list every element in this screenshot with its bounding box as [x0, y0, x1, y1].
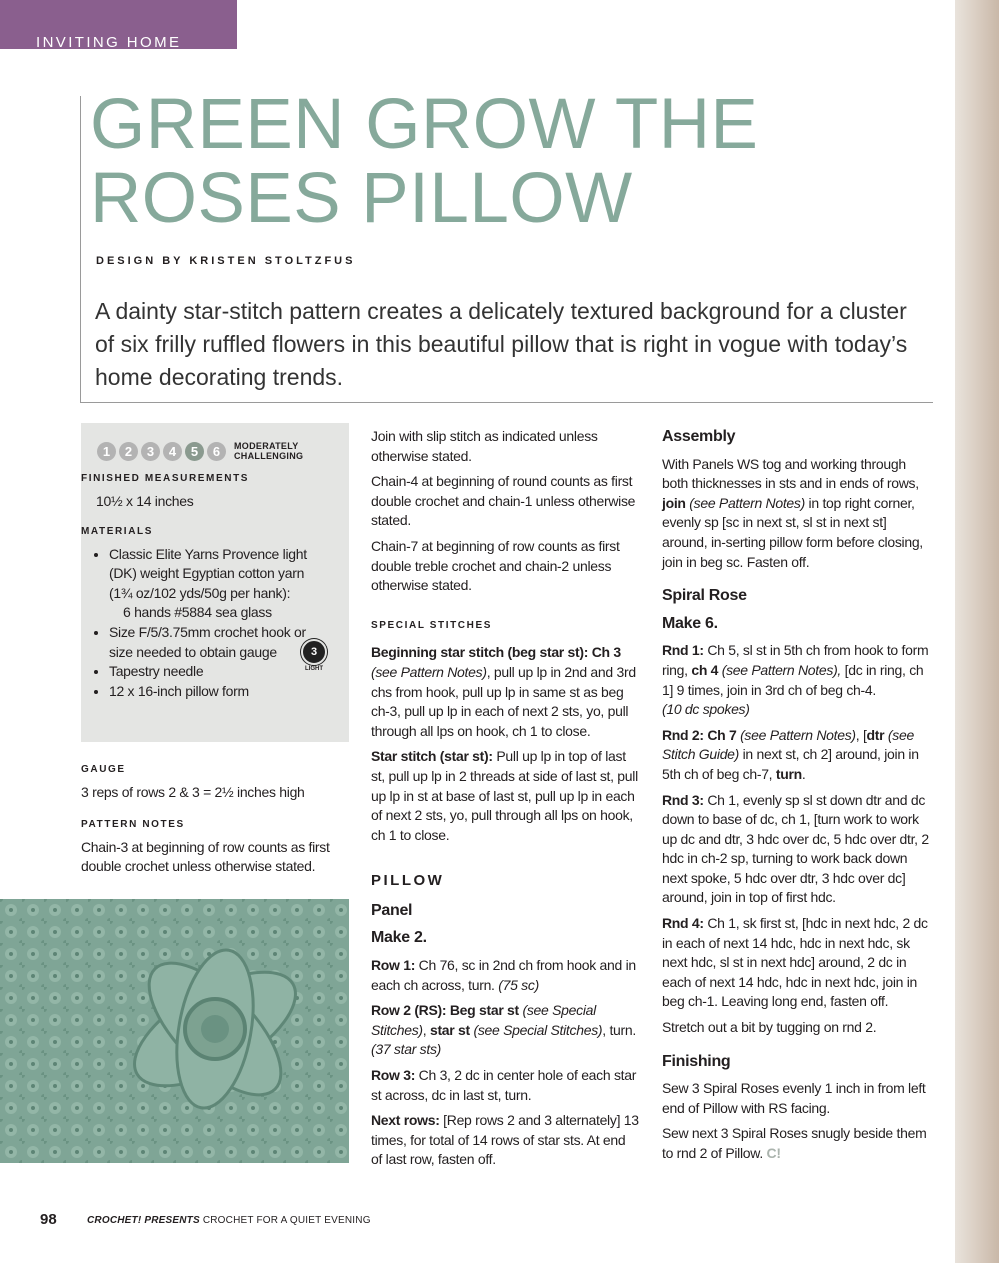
material-item: • 12 x 16-inch pillow form — [109, 682, 309, 702]
assembly-text: With Panels WS tog and working through both thicknesses in sts and in ends of rows, join (see Pattern Notes) in top right corner, evenly sp [sc in next st, sl st in next st] around, in-serting pillow form before closing, join in beg sc. Fasten off. — [662, 455, 923, 570]
footer: CROCHET! PRESENTS CROCHET FOR A QUIET EVENING — [87, 1215, 371, 1226]
yarn-ball-icon: 3 — [301, 639, 327, 665]
skill-circle: 4 — [163, 442, 182, 461]
material-item: • Tapestry needle — [109, 662, 309, 682]
row-1: Row 1: Ch 76, sc in 2nd ch from hook and in each ch across, turn. (75 sc) — [371, 957, 636, 993]
spiral-rose-head: Spiral Rose — [662, 587, 747, 605]
title-rule-vertical — [80, 96, 81, 402]
finished-value: 10½ x 14 inches — [96, 493, 194, 509]
skill-circle: 6 — [207, 442, 226, 461]
make-2: Make 2. — [371, 929, 427, 947]
note-paragraph: Chain-7 at beginning of row counts as first double treble crochet and chain-2 unless otherwise stated. — [371, 537, 620, 594]
finishing-text-1: Sew 3 Spiral Roses evenly 1 inch in from left end of Pillow with RS facing. — [662, 1080, 926, 1116]
section-label: INVITING HOME — [36, 34, 182, 51]
rnd-3: Rnd 3: Ch 1, evenly sp sl st down dtr and dc down to base of dc, ch 1, [turn work to work up dc and dtr, 3 hdc over dc, 5 hdc over dtr, 2 hdc in ch-2 sp, turning to work back down next spoke, 5 hdc over dtr, 3 hdc over dc] around, join in top of first hdc. — [662, 791, 929, 906]
page-number: 98 — [40, 1211, 57, 1228]
column-3 — [662, 427, 934, 1170]
notes-text: Chain-3 at beginning of row counts as first double crochet unless otherwise stated. — [81, 838, 330, 875]
skill-level — [97, 441, 349, 461]
cover-photo-edge — [955, 0, 999, 1263]
rnd-2: Rnd 2: Ch 7 (see Pattern Notes), [dtr (see Stitch Guide) in next st, ch 2] around, join in 5th ch of beg ch-7, turn. — [662, 726, 919, 782]
title-line-1: GREEN GROW THE — [90, 85, 759, 164]
column-1 — [81, 423, 349, 701]
row-3: Row 3: Ch 3, 2 dc in center hole of each star st across, dc in last st, turn. — [371, 1067, 637, 1103]
section-tab — [0, 0, 237, 49]
intro-text: A dainty star-stitch pattern creates a delicately textured background for a cluster of six frilly ruffled flowers in this beautiful pillow that is right in vogue with today’s home decorating trends. — [95, 298, 908, 390]
materials — [81, 512, 349, 702]
finishing-text-2: Sew next 3 Spiral Roses snugly beside them to rnd 2 of Pillow. C! — [662, 1125, 927, 1161]
notes-head: PATTERN NOTES — [81, 818, 185, 830]
column-2 — [371, 427, 639, 1176]
skill-circle-active: 5 — [185, 442, 204, 461]
materials-head: MATERIALS — [81, 525, 153, 537]
gauge-head: GAUGE — [81, 764, 126, 775]
skill-label: MODERATELY CHALLENGING — [234, 441, 304, 461]
skill-circle: 3 — [141, 442, 160, 461]
finishing-head: Finishing — [662, 1052, 731, 1070]
yarn-weight-label: LIGHT — [305, 665, 323, 672]
make-6: Make 6. — [662, 614, 718, 632]
materials-list — [81, 545, 309, 702]
rnd-4: Rnd 4: Ch 1, sk first st, [hdc in next hdc, 2 dc in each of next 14 hdc, hdc in next hdc, sk next hdc, sl st in next hdc] around, 2 dc in each of next 14 hdc, hdc in next hdc, join in beg ch-1. Leaving long end, fasten off. — [662, 915, 928, 1010]
beg-star-stitch: Beginning star stitch (beg star st): Ch 3 (see Pattern Notes), pull up lp in 2nd and 3rd chs from hook, pull up lp in same st as beg ch-3, pull up lp in each of next 2 sts, yo, pull through all lps on hook, ch 1 to close. — [371, 644, 636, 739]
material-item: • Size F/5/3.75mm crochet hook or size needed to obtain gauge — [109, 623, 309, 662]
gauge-section — [81, 764, 349, 877]
title-rule-horizontal — [80, 402, 933, 403]
yarn-weight-symbol — [301, 639, 327, 672]
star-stitch: Star stitch (star st): Pull up lp in top of last st, pull up lp in 2 threads at side of last st, pull up lp in st at base of last st, pull up lp in each of next 2 sts, yo, pull through all lps on hook, ch 1 to close. — [371, 748, 638, 843]
special-stitches-head: SPECIAL STITCHES — [371, 619, 492, 631]
skill-circle: 1 — [97, 442, 116, 461]
page-title — [90, 85, 759, 238]
panel-head: Panel — [371, 901, 413, 919]
gauge-value: 3 reps of rows 2 & 3 = 2½ inches high — [81, 784, 305, 800]
swatch-photo — [0, 899, 349, 1163]
note-paragraph: Join with slip stitch as indicated unless otherwise stated. — [371, 428, 598, 464]
finished-head: FINISHED MEASUREMENTS — [81, 473, 250, 484]
stretch-text: Stretch out a bit by tugging on rnd 2. — [662, 1019, 877, 1036]
pillow-head: PILLOW — [371, 872, 445, 890]
material-item: • Classic Elite Yarns Provence light (DK) weight Egyptian cotton yarn (1¾ oz/102 yds/50g per hank): 6 hands #5884 sea glass — [109, 545, 309, 623]
byline: DESIGN BY KRISTEN STOLTZFUS — [96, 255, 356, 267]
assembly-head: Assembly — [662, 428, 736, 445]
end-mark: C! — [766, 1145, 781, 1161]
note-paragraph: Chain-4 at beginning of round counts as first double crochet and chain-1 unless otherwise stated. — [371, 473, 636, 529]
title-line-2: ROSES PILLOW — [90, 159, 633, 238]
skill-circle: 2 — [119, 442, 138, 461]
row-2: Row 2 (RS): Beg star st (see Special Stitches), star st (see Special Stitches), turn. (37 star sts) — [371, 1002, 636, 1058]
rnd-1: Rnd 1: Ch 5, sl st in 5th ch from hook to form ring, ch 4 (see Pattern Notes), [dc in ring, ch 1] 9 times, join in 3rd ch of beg ch-4. (10 dc spokes) — [662, 642, 929, 718]
next-rows: Next rows: [Rep rows 2 and 3 alternately] 13 times, for total of 14 rows of star sts. At end of last row, fasten off. — [371, 1112, 639, 1168]
